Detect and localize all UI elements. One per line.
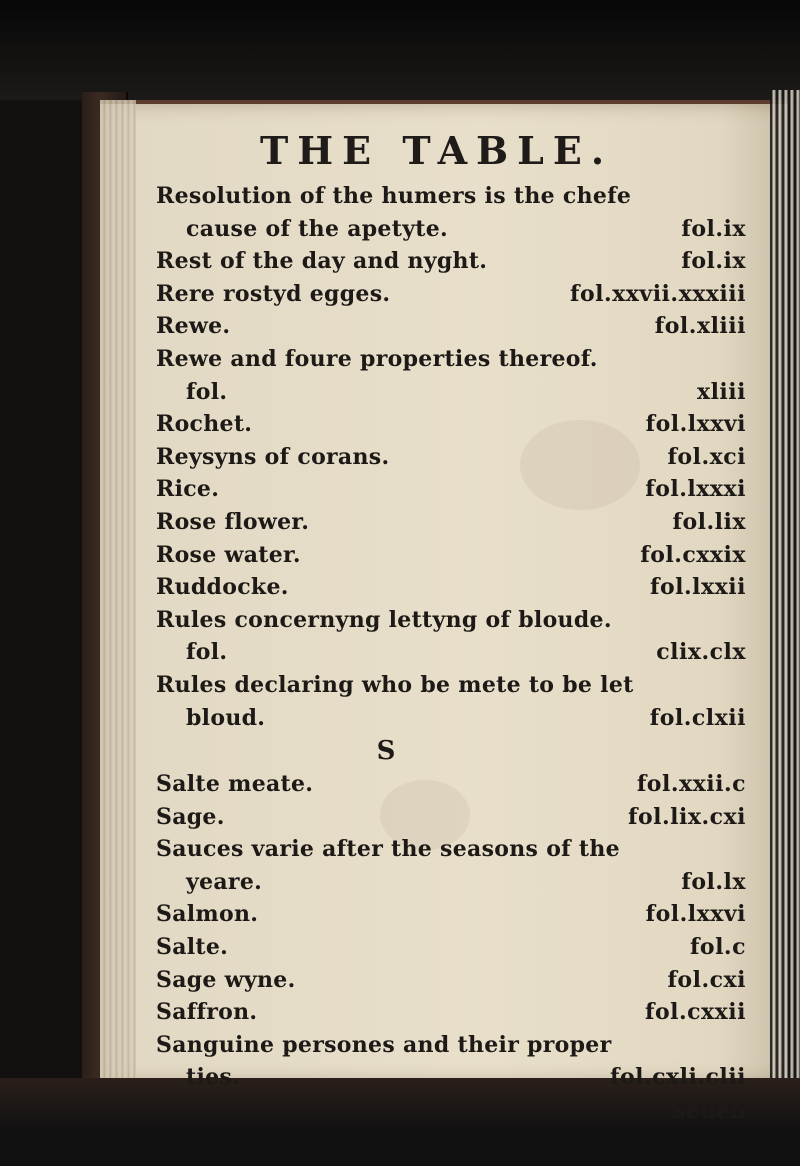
entry-text: Sage wyne.: [156, 966, 296, 993]
entry-text: fol.: [186, 639, 228, 666]
index-entry: [156, 473, 756, 506]
entry-text: Resolution of the humers is the chefe: [156, 183, 632, 209]
folio-reference: fol.lix: [672, 508, 746, 535]
index-entry: [156, 833, 756, 898]
folio-reference: fol.ix: [681, 248, 746, 275]
entry-line: [156, 801, 756, 834]
folio-reference: fol.cxxii: [645, 999, 746, 1026]
entry-line: [156, 768, 756, 801]
entry-line: [156, 473, 756, 506]
index-entry: [156, 310, 756, 343]
folio-reference: fol.cxli.clii: [609, 1064, 746, 1091]
page-heading: THE TABLE.: [260, 128, 614, 173]
entry-line: [156, 702, 756, 735]
entry-text: Rest of the day and nyght.: [156, 248, 488, 275]
entry-text: Rochet.: [156, 411, 253, 438]
folio-reference: fol.c: [689, 934, 746, 961]
entry-line: [156, 539, 756, 572]
entry-line: [156, 408, 756, 441]
index-entry: [156, 964, 756, 997]
folio-reference: fol.lxxxi: [645, 476, 746, 503]
entry-line: [156, 996, 756, 1029]
folio-reference: fol.lxxii: [650, 574, 746, 601]
entry-text: Rules concernyng lettyng of bloude.: [156, 606, 612, 633]
entry-text: Rules declaring who be mete to be let: [156, 671, 634, 698]
folio-reference: fol.clxii: [649, 704, 746, 731]
entry-line: [156, 898, 756, 931]
folio-reference: clix.clx: [656, 639, 746, 666]
entry-line: [156, 931, 756, 964]
index-entry: [156, 441, 756, 474]
entry-text: Saffron.: [156, 999, 258, 1026]
entry-line: [156, 964, 756, 997]
entry-line: [156, 833, 756, 866]
entry-text: Sanguine persones and their proper: [156, 1031, 612, 1058]
index-entry: [156, 343, 756, 408]
entry-line: [156, 506, 756, 539]
entry-text: Reysyns of corans.: [156, 443, 390, 470]
entry-text: Rice.: [156, 476, 220, 503]
index-entry: [156, 1029, 756, 1094]
entry-line: [156, 180, 756, 213]
entry-line: [156, 866, 756, 899]
folio-reference: xliii: [696, 378, 746, 405]
entry-line: [156, 604, 756, 637]
folio-reference: fol.xci: [667, 443, 746, 470]
entry-line: [156, 278, 756, 311]
folio-reference: fol.xxvii.xxxiii: [570, 280, 746, 307]
folio-reference: fol.lx: [681, 868, 746, 895]
entry-line: [156, 376, 756, 409]
entry-text: Ruddocke.: [156, 574, 289, 601]
entry-line: [156, 1029, 756, 1062]
folio-reference: fol.ix: [681, 215, 746, 242]
entry-line: [156, 310, 756, 343]
entry-text: Rewe and foure properties thereof.: [156, 345, 598, 372]
entry-text: bloud.: [186, 704, 266, 731]
index-entry: [156, 996, 756, 1029]
dark-background: [0, 0, 800, 100]
entry-text: yeare.: [186, 868, 263, 895]
entry-line: [156, 343, 756, 376]
index-entry: [156, 408, 756, 441]
entry-text: Rose flower.: [156, 508, 310, 535]
entry-text: Sage.: [156, 803, 225, 830]
entry-text: Salte.: [156, 934, 229, 961]
index-entry: [156, 669, 756, 734]
entry-line: [156, 213, 756, 246]
index-entry: [156, 931, 756, 964]
entry-line: [156, 441, 756, 474]
section-letter: S: [376, 736, 396, 767]
index-entry: [156, 245, 756, 278]
entry-text: fol.: [186, 378, 228, 405]
entry-text: cause of the apetyte.: [186, 215, 448, 242]
page-gutter: [100, 100, 136, 1078]
entry-text: Rose water.: [156, 541, 301, 568]
folio-reference: fol.cxxix: [640, 541, 746, 568]
entry-line: [156, 669, 756, 702]
folio-reference: fol.lxxvi: [645, 901, 746, 928]
folio-reference: fol.lxxvi: [645, 411, 746, 438]
entry-line: [156, 571, 756, 604]
folio-reference: fol.lix.cxi: [627, 803, 746, 830]
index-entry: [156, 571, 756, 604]
index-entry: [156, 180, 756, 245]
folio-reference: fol.cxi: [667, 966, 746, 993]
folio-reference: fol.xliii: [654, 313, 746, 340]
index-entry: [156, 278, 756, 311]
index-entry: [156, 768, 756, 801]
entry-line: [156, 636, 756, 669]
index-entry: [156, 506, 756, 539]
index-entry: [156, 801, 756, 834]
index-entry: [156, 604, 756, 669]
page-fore-edge: [770, 90, 800, 1090]
entry-text: Rere rostyd egges.: [156, 280, 391, 307]
index-entries: [156, 180, 756, 1128]
index-entry: [156, 898, 756, 931]
folio-reference: fol.xxii.c: [636, 771, 746, 798]
entry-text: Sauces varie after the seasons of the: [156, 836, 620, 863]
entry-text: Rewe.: [156, 313, 231, 340]
entry-text: Salmon.: [156, 901, 259, 928]
catchword: Seuen: [670, 1098, 746, 1125]
entry-line: [156, 245, 756, 278]
entry-text: ties.: [186, 1064, 241, 1091]
entry-text: Salte meate.: [156, 771, 314, 798]
entry-line: [156, 1061, 756, 1094]
index-entry: [156, 539, 756, 572]
